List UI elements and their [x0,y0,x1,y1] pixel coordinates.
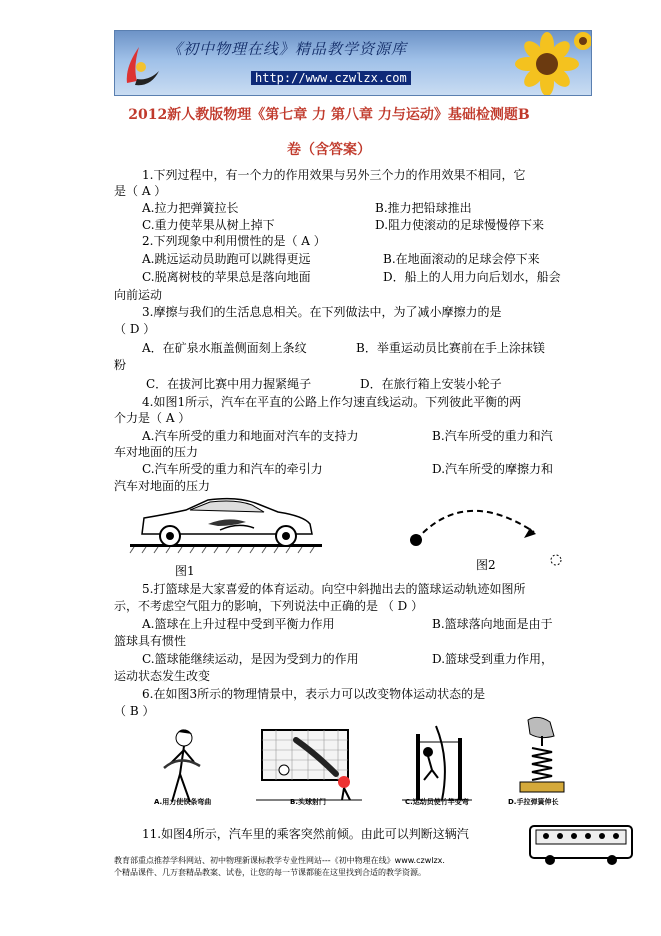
figure-3b-caption: B.头球射门 [290,798,326,806]
q4-option-b: B.汽车所受的重力和汽 [432,429,553,443]
q3-option-c: C．在拔河比赛中用力握紧绳子 [146,377,312,391]
question-4-answer: 个力是（ A ） [114,411,191,425]
q5-option-a: A.篮球在上升过程中受到平衡力作用 [142,617,335,631]
basketball-start [410,534,422,546]
q1-option-c: C.重力使苹果从树上掉下 [142,218,275,232]
figure-3c-pole-vault [402,720,472,804]
question-4-stem: 4.如图1所示，汽车在平直的公路上作匀速直线运动。下列彼此平衡的两 [142,395,522,409]
banner-url[interactable]: http://www.czwlzx.com [251,71,411,85]
q4-option-d: D.汽车所受的摩擦力和 [432,462,554,476]
figure-3d-spring [510,716,574,802]
figure-1-caption: 图1 [175,564,195,578]
q1-option-a: A.拉力把弹簧拉长 [142,201,239,215]
figure-3a-bending-iron [150,726,256,804]
document-title-line2: 卷（含答案） [287,142,371,158]
q3-option-b-cont: 粉 [114,358,127,372]
q1-option-b: B.推力把铅球推出 [375,201,472,215]
site-logo-icon [121,37,161,89]
q2-option-d: D．船上的人用力向后划水，船会 [383,270,561,284]
question-6-answer: （ B ） [114,704,155,718]
figure-3d-caption: D.手拉弹簧伸长 [508,798,559,806]
q4-option-b-cont: 车对地面的压力 [114,445,199,459]
q5-option-d: D.篮球受到重力作用， [432,652,554,666]
figure-3a-caption: A.用力使铁条弯曲 [154,798,212,806]
question-3-answer: （ D ） [114,322,156,336]
figure-1-car [128,492,324,554]
question-2-stem: 2.下列现象中利用惯性的是（ A ） [142,234,326,248]
q3-option-b: B．举重运动员比赛前在手上涂抹镁 [356,341,545,355]
question-6-stem: 6.在如图3所示的物理情景中，表示力可以改变物体运动状态的是 [142,687,486,701]
sunflower-icon [507,31,591,95]
q2-option-d-cont: 向前运动 [114,288,163,302]
footer-line-1: 教育部重点推荐学科网站、初中物理新课标教学专业性网站---《初中物理在线》www.czwlzx. [114,856,445,865]
site-banner [114,30,592,96]
q3-option-a: A．在矿泉水瓶盖侧面刻上条纹 [142,341,307,355]
q4-option-a: A.汽车所受的重力和地面对汽车的支持力 [142,429,359,443]
q2-option-c: C.脱离树枝的苹果总是落向地面 [142,270,311,284]
q4-option-d-cont: 汽车对地面的压力 [114,479,211,493]
road-ground [130,544,322,553]
question-3-stem: 3.摩擦与我们的生活息息相关。在下列做法中，为了减小摩擦力的是 [142,305,502,319]
footer-line-2: 个精品课件、几万套精品教案、试卷，让您的每一节课都能在这里找到合适的教学资源。 [114,868,426,877]
q4-option-c: C.汽车所受的重力和汽车的牵引力 [142,462,323,476]
q3-option-d: D．在旅行箱上安装小轮子 [360,377,502,391]
figure-4-bus [528,822,636,866]
question-5-stem: 5.打篮球是大家喜爱的体育运动。向空中斜抛出去的篮球运动轨迹如图所 [142,582,526,596]
question-5-stem-cont: 示，不考虑空气阻力的影响，下列说法中正确的是 （ D ） [114,599,424,613]
q5-option-d-cont: 运动状态发生改变 [114,669,211,683]
banner-title: 《初中物理在线》精品教学资源库 [167,40,408,58]
q5-option-c: C.篮球能继续运动，是因为受到力的作用 [142,652,359,666]
basketball-end [551,555,561,565]
figure-2-caption: 图2 [476,558,496,572]
q5-option-b-cont: 篮球具有惯性 [114,634,187,648]
q2-option-a: A.跳远运动员助跑可以跳得更远 [142,252,311,266]
figure-3b-header-goal [256,724,362,804]
q5-option-b: B.篮球落向地面是由于 [432,617,553,631]
question-11-stem: 11.如图4所示，汽车里的乘客突然前倾。由此可以判断这辆汽 [142,827,469,841]
q1-option-d: D.阻力使滚动的足球慢慢停下来 [375,218,545,232]
q2-option-b: B.在地面滚动的足球会停下来 [383,252,540,266]
question-1-stem: 1.下列过程中，有一个力的作用效果与另外三个力的作用效果不相同，它 [142,168,526,182]
figure-3c-caption: C.运动员使竹竿变弯 [405,798,469,806]
document-title-line1: 2012新人教版物理《第七章 力 第八章 力与运动》基础检测题B [128,107,530,123]
question-1-answer: 是（ A ） [114,184,167,198]
